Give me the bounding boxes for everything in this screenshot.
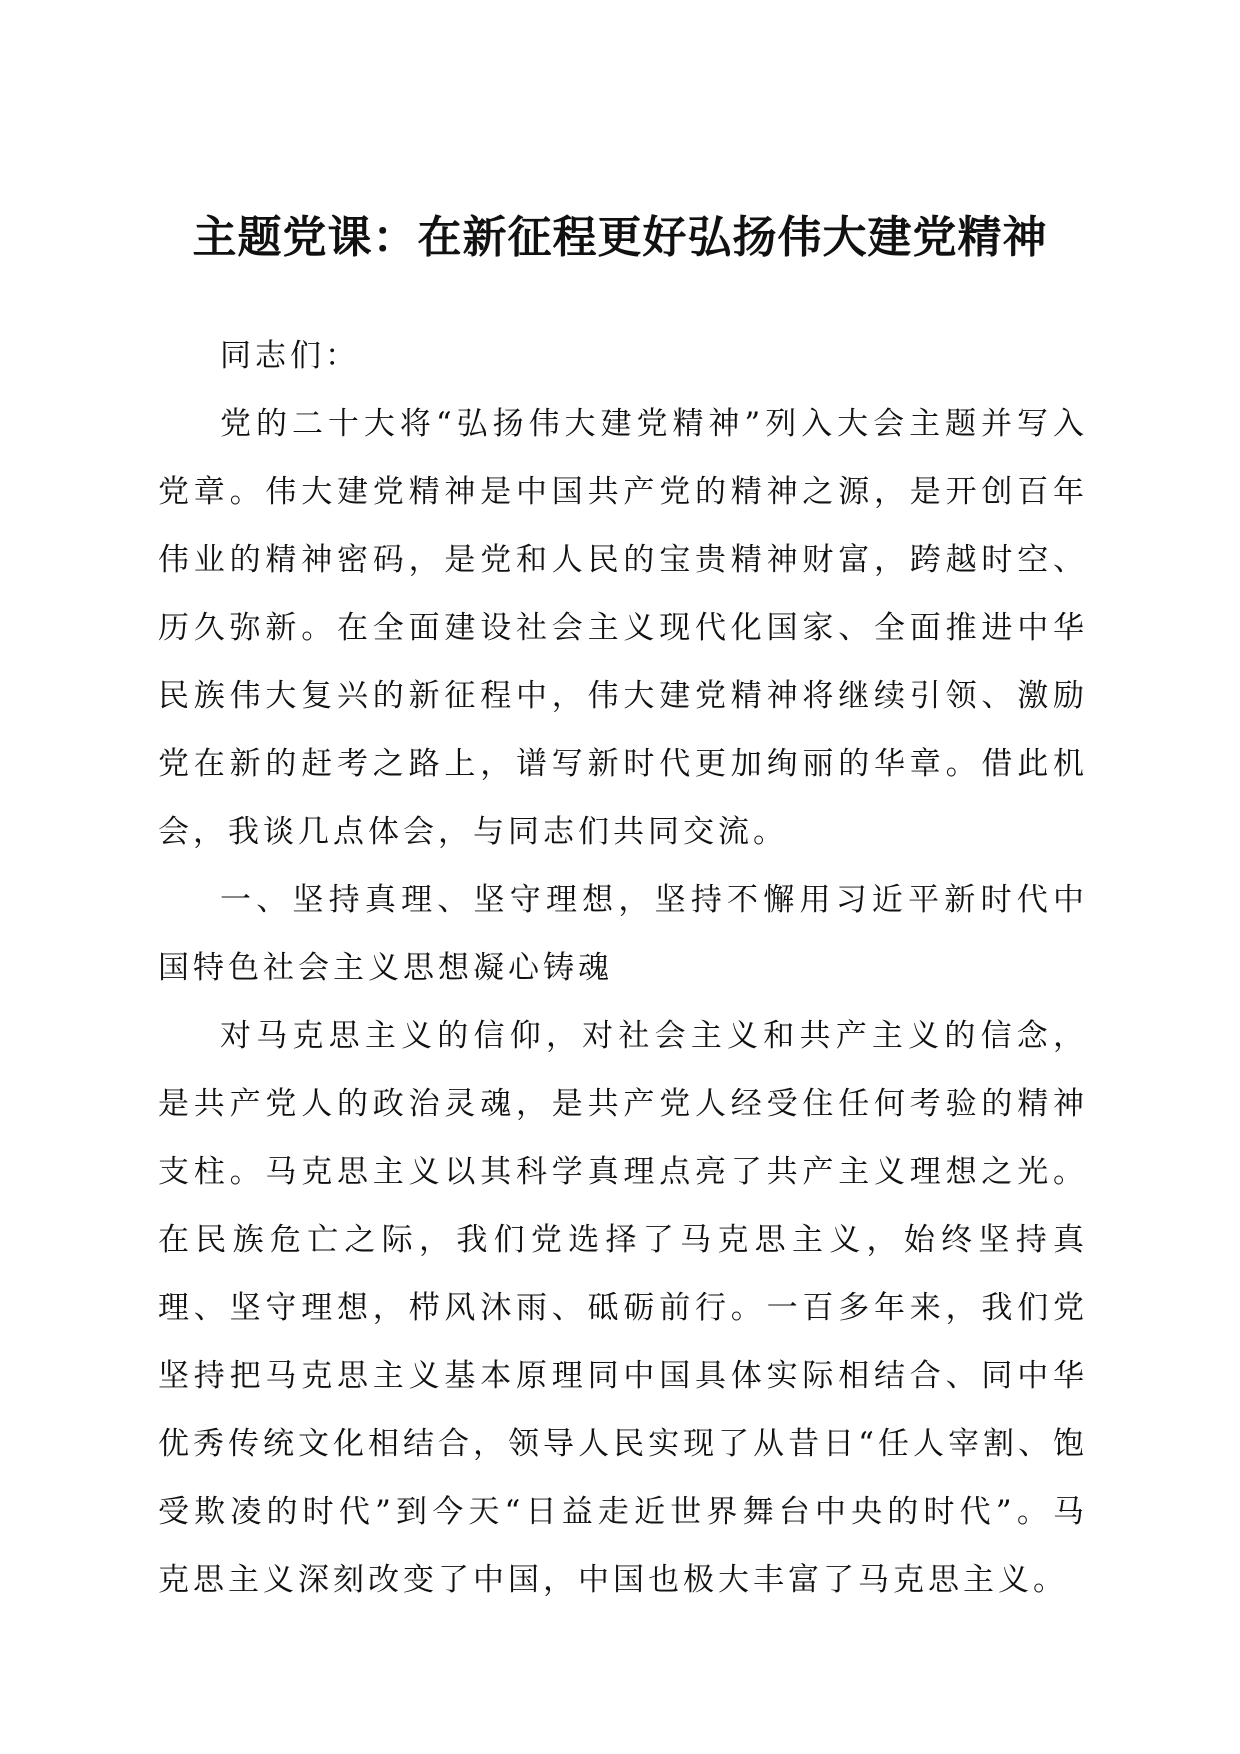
document-title: 主题党课：在新征程更好弘扬伟大建党精神	[192, 212, 1048, 263]
body-paragraph: 对马克思主义的信仰，对社会主义和共产主义的信念，是共产党人的政治灵魂，是共产党人经受住任何考验的精神支柱。马克思主义以其科学真理点亮了共产主义理想之光。在民族危亡之际，我们党选择了马克思主义，始终坚持真理、坚守理想，栉风沐雨、砥砺前行。一百多年来，我们党坚持把马克思主义基本原理同中国具体实际相结合、同中华优秀传统文化相结合，领导人民实现了从昔日“任人宰割、饱受欺凌的时代”到今天“日益走近世界舞台中央的时代”。马克思主义深刻改变了中国，中国也极大丰富了马克思主义。	[158, 1018, 1088, 1598]
document-body	[158, 322, 1088, 1614]
salutation: 同志们：	[220, 338, 360, 374]
intro-paragraph: 党的二十大将“弘扬伟大建党精神”列入大会主题并写入党章。伟大建党精神是中国共产党的精神之源，是开创百年伟业的精神密码，是党和人民的宝贵精神财富，跨越时空、历久弥新。在全面建设社会主义现代化国家、全面推进中华民族伟大复兴的新征程中，伟大建党精神将继续引领、激励党在新的赶考之路上，谱写新时代更加绚丽的华章。借此机会，我谈几点体会，与同志们共同交流。	[158, 406, 1088, 850]
section-heading: 一、坚持真理、坚守理想，坚持不懈用习近平新时代中国特色社会主义思想凝心铸魂	[158, 882, 1088, 986]
